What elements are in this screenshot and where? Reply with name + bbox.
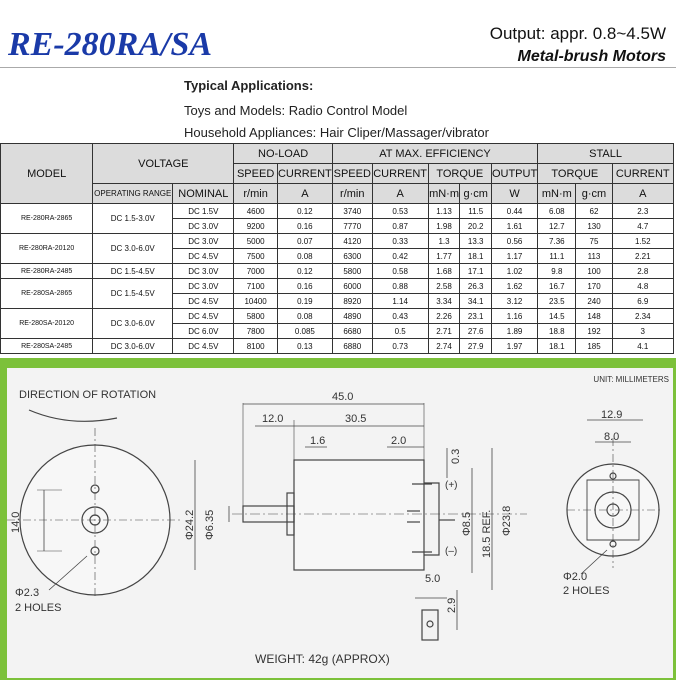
cell-value: 9.8	[538, 264, 576, 279]
cell-value: 11.1	[538, 249, 576, 264]
dim-0-3: 0.3	[450, 448, 462, 464]
dim-30-5: 30.5	[345, 413, 367, 425]
header-current: CURRENT	[372, 164, 428, 184]
minus-terminal: (–)	[445, 546, 458, 557]
cell-value: 2.71	[428, 324, 460, 339]
applications-heading: Typical Applications:	[184, 78, 314, 93]
dim-45: 45.0	[332, 391, 354, 403]
cell-value: 1.89	[491, 324, 537, 339]
cell-value: 4120	[332, 234, 372, 249]
cell-range: DC 3.0-6.0V	[93, 339, 173, 354]
cell-value: 0.44	[491, 204, 537, 219]
cell-value: 100	[576, 264, 612, 279]
header-current: CURRENT	[277, 164, 332, 184]
dia-2-0: Φ2.0	[563, 571, 588, 583]
cell-model: RE-280SA-2865	[1, 279, 93, 309]
unit-mnm: mN·m	[428, 184, 460, 204]
dia-24-2: Φ24.2	[184, 509, 196, 540]
unit-rmin: r/min	[332, 184, 372, 204]
dimension-drawing	[7, 368, 673, 678]
cell-value: 18.8	[538, 324, 576, 339]
cell-value: 7500	[234, 249, 278, 264]
header-output: OUTPUT	[491, 164, 537, 184]
header-noload: NO-LOAD	[234, 144, 332, 164]
cell-value: 12.7	[538, 219, 576, 234]
cell-nominal: DC 4.5V	[173, 249, 234, 264]
cell-value: 6000	[332, 279, 372, 294]
page-title: RE-280RA/SA	[8, 26, 213, 63]
cell-value: 192	[576, 324, 612, 339]
cell-value: 2.26	[428, 309, 460, 324]
cell-value: 14.5	[538, 309, 576, 324]
cell-value: 75	[576, 234, 612, 249]
cell-value: 7100	[234, 279, 278, 294]
rotation-label: DIRECTION OF ROTATION	[19, 389, 157, 401]
technical-drawing	[7, 368, 673, 678]
cell-nominal: DC 3.0V	[173, 279, 234, 294]
unit-mnm: mN·m	[538, 184, 576, 204]
cell-value: 6.9	[612, 294, 673, 309]
cell-value: 7.36	[538, 234, 576, 249]
cell-value: 2.3	[612, 204, 673, 219]
table-row	[1, 264, 674, 279]
cell-value: 8100	[234, 339, 278, 354]
cell-value: 6680	[332, 324, 372, 339]
cell-value: 1.14	[372, 294, 428, 309]
cell-value: 1.16	[491, 309, 537, 324]
cell-nominal: DC 3.0V	[173, 264, 234, 279]
end-cap	[424, 483, 439, 555]
table-row	[1, 204, 674, 219]
cell-value: 4.8	[612, 279, 673, 294]
header-voltage: VOLTAGE	[93, 144, 234, 184]
cell-value: 20.2	[460, 219, 491, 234]
header-stall: STALL	[538, 144, 674, 164]
unit-gcm: g·cm	[460, 184, 491, 204]
cell-value: 240	[576, 294, 612, 309]
header-nominal: NOMINAL	[173, 184, 234, 204]
header-torque: TORQUE	[428, 164, 491, 184]
unit-watt: W	[491, 184, 537, 204]
application-line: Toys and Models: Radio Control Model	[184, 103, 408, 118]
holes-left: 2 HOLES	[15, 602, 62, 614]
cell-value: 0.19	[277, 294, 332, 309]
cell-value: 5000	[234, 234, 278, 249]
cell-value: 17.1	[460, 264, 491, 279]
cell-value: 4.7	[612, 219, 673, 234]
cell-value: 2.58	[428, 279, 460, 294]
rotation-arrow	[29, 410, 117, 421]
product-subtitle: Metal-brush Motors	[517, 48, 666, 65]
cell-value: 34.1	[460, 294, 491, 309]
cell-value: 4600	[234, 204, 278, 219]
cell-nominal: DC 3.0V	[173, 219, 234, 234]
cell-value: 0.73	[372, 339, 428, 354]
cell-value: 27.6	[460, 324, 491, 339]
header-max-efficiency: AT MAX. EFFICIENCY	[332, 144, 537, 164]
specifications-table	[0, 143, 674, 354]
dim-2-9: 2.9	[446, 597, 458, 613]
header-model: MODEL	[1, 144, 93, 204]
cell-value: 23.1	[460, 309, 491, 324]
cell-value: 8920	[332, 294, 372, 309]
cell-value: 23.5	[538, 294, 576, 309]
cell-value: 5800	[332, 264, 372, 279]
cell-nominal: DC 1.5V	[173, 204, 234, 219]
cell-model: RE-280RA-20120	[1, 234, 93, 264]
dim-14: 14.0	[10, 511, 22, 533]
cell-value: 170	[576, 279, 612, 294]
unit-gcm: g·cm	[576, 184, 612, 204]
unit-rmin: r/min	[234, 184, 278, 204]
cell-value: 1.62	[491, 279, 537, 294]
ref-18-5: 18.5 REF.	[481, 509, 493, 558]
table-row	[1, 234, 674, 249]
cell-value: 18.1	[538, 339, 576, 354]
header-current: CURRENT	[612, 164, 673, 184]
dia-8-5: Φ8.5	[461, 511, 473, 536]
cell-value: 0.53	[372, 204, 428, 219]
cell-value: 27.9	[460, 339, 491, 354]
cell-value: 130	[576, 219, 612, 234]
cell-value: 0.08	[277, 309, 332, 324]
cell-value: 18.1	[460, 249, 491, 264]
unit-amp: A	[612, 184, 673, 204]
cell-value: 1.98	[428, 219, 460, 234]
unit-amp: A	[277, 184, 332, 204]
cell-value: 1.17	[491, 249, 537, 264]
cell-value: 7000	[234, 264, 278, 279]
cell-value: 2.21	[612, 249, 673, 264]
cell-value: 1.3	[428, 234, 460, 249]
cell-value: 3.12	[491, 294, 537, 309]
cell-value: 2.8	[612, 264, 673, 279]
cell-value: 0.33	[372, 234, 428, 249]
cell-model: RE-280RA-2485	[1, 264, 93, 279]
cell-value: 0.43	[372, 309, 428, 324]
cell-model: RE-280SA-2485	[1, 339, 93, 354]
table-row	[1, 279, 674, 294]
cell-value: 1.77	[428, 249, 460, 264]
cell-model: RE-280RA-2865	[1, 204, 93, 234]
cell-value: 0.13	[277, 339, 332, 354]
dim-8-0: 8.0	[604, 431, 620, 443]
cell-value: 16.7	[538, 279, 576, 294]
cell-nominal: DC 4.5V	[173, 309, 234, 324]
cell-value: 4890	[332, 309, 372, 324]
units-label: UNIT: MILLIMETERS	[593, 375, 669, 384]
cell-value: 1.61	[491, 219, 537, 234]
plus-terminal: (+)	[445, 480, 458, 491]
cell-value: 2.74	[428, 339, 460, 354]
terminal-detail	[422, 610, 438, 640]
cell-nominal: DC 6.0V	[173, 324, 234, 339]
cell-value: 62	[576, 204, 612, 219]
cell-range: DC 1.5-4.5V	[93, 264, 173, 279]
cell-value: 1.68	[428, 264, 460, 279]
cell-value: 3.34	[428, 294, 460, 309]
cell-nominal: DC 4.5V	[173, 339, 234, 354]
output-spec: Output: appr. 0.8~4.5W	[489, 24, 666, 43]
cell-value: 6880	[332, 339, 372, 354]
weight-label: WEIGHT: 42g (APPROX)	[255, 652, 390, 666]
cell-range: DC 3.0-6.0V	[93, 234, 173, 264]
cell-value: 0.085	[277, 324, 332, 339]
cell-value: 7770	[332, 219, 372, 234]
dia-23-8: Φ23.8	[501, 505, 513, 536]
cell-value: 148	[576, 309, 612, 324]
cell-nominal: DC 4.5V	[173, 294, 234, 309]
cell-value: 1.13	[428, 204, 460, 219]
cell-value: 0.12	[277, 204, 332, 219]
cell-value: 26.3	[460, 279, 491, 294]
cell-range: DC 1.5-4.5V	[93, 279, 173, 309]
cell-value: 1.52	[612, 234, 673, 249]
cell-range: DC 1.5-3.0V	[93, 204, 173, 234]
header-speed: SPEED	[332, 164, 372, 184]
cell-value: 0.88	[372, 279, 428, 294]
dia-6-35: Φ6.35	[204, 509, 216, 540]
dim-12: 12.0	[262, 413, 284, 425]
dia-2-3: Φ2.3	[15, 587, 40, 599]
cell-value: 7800	[234, 324, 278, 339]
cell-value: 0.42	[372, 249, 428, 264]
cell-value: 0.16	[277, 279, 332, 294]
application-line: Household Appliances: Hair Cliper/Massager/vibrator	[184, 125, 489, 140]
unit-amp: A	[372, 184, 428, 204]
table-row	[1, 339, 674, 354]
cell-value: 4.1	[612, 339, 673, 354]
cell-value: 0.16	[277, 219, 332, 234]
cell-value: 185	[576, 339, 612, 354]
dim-12-9: 12.9	[601, 409, 623, 421]
cell-value: 113	[576, 249, 612, 264]
header-operating-range: OPERATING RANGE	[93, 184, 173, 204]
cell-value: 3	[612, 324, 673, 339]
dim-5-0: 5.0	[425, 573, 441, 585]
cell-value: 1.97	[491, 339, 537, 354]
cell-value: 5800	[234, 309, 278, 324]
dim-2-0: 2.0	[391, 435, 407, 447]
cell-value: 0.58	[372, 264, 428, 279]
cell-value: 10400	[234, 294, 278, 309]
cell-value: 0.08	[277, 249, 332, 264]
cell-value: 6300	[332, 249, 372, 264]
cell-value: 11.5	[460, 204, 491, 219]
cell-value: 3740	[332, 204, 372, 219]
cell-value: 0.56	[491, 234, 537, 249]
header-divider	[0, 67, 676, 68]
cell-value: 9200	[234, 219, 278, 234]
motor-can	[294, 460, 424, 570]
cell-value: 6.08	[538, 204, 576, 219]
cell-nominal: DC 3.0V	[173, 234, 234, 249]
cell-value: 1.02	[491, 264, 537, 279]
header-speed: SPEED	[234, 164, 278, 184]
cell-value: 0.12	[277, 264, 332, 279]
holes-right: 2 HOLES	[563, 585, 610, 597]
table-row	[1, 309, 674, 324]
cell-value: 2.34	[612, 309, 673, 324]
cell-model: RE-280SA-20120	[1, 309, 93, 339]
cell-value: 13.3	[460, 234, 491, 249]
cell-value: 0.87	[372, 219, 428, 234]
cell-value: 0.5	[372, 324, 428, 339]
header-torque: TORQUE	[538, 164, 612, 184]
cell-range: DC 3.0-6.0V	[93, 309, 173, 339]
cell-value: 0.07	[277, 234, 332, 249]
dim-1-6: 1.6	[310, 435, 326, 447]
